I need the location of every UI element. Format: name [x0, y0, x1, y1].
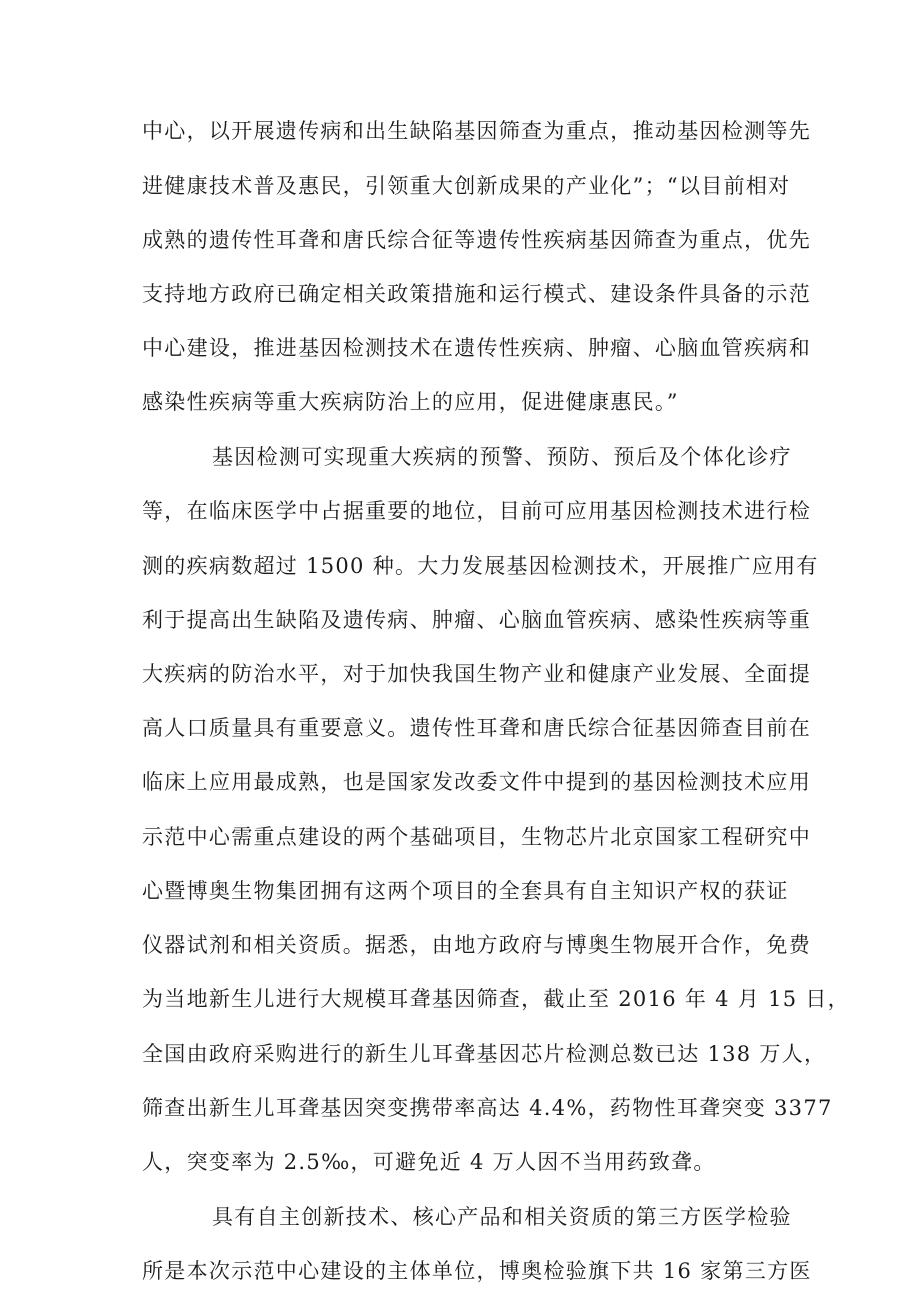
text-line: 支持地方政府已确定相关政策措施和运行模式、建设条件具备的示范	[142, 282, 811, 306]
text-line: 心暨博奥生物集团拥有这两个项目的全套具有自主知识产权的获证	[142, 879, 789, 903]
text-line: 中心，以开展遗传病和出生缺陷基因筛查为重点，推动基因检测等先	[142, 119, 811, 143]
text-line: 临床上应用最成熟，也是国家发改委文件中提到的基因检测技术应用	[142, 770, 811, 794]
text-line: 成熟的遗传性耳聋和唐氏综合征等遗传性疾病基因筛查为重点，优先	[142, 228, 811, 252]
text-line: 中心建设，推进基因检测技术在遗传性疾病、肿瘤、心脑血管疾病和	[142, 336, 811, 360]
text-line: 筛查出新生儿耳聋基因突变携带率高达 4.4%，药物性耳聋突变 3377	[142, 1096, 833, 1120]
text-line: 大疾病的防治水平，对于加快我国生物产业和健康产业发展、全面提	[142, 662, 811, 686]
text-line: 示范中心需重点建设的两个基础项目，生物芯片北京国家工程研究中	[142, 825, 811, 849]
text-line: 全国由政府采购进行的新生儿耳聋基因芯片检测总数已达 138 万人，	[142, 1042, 827, 1066]
text-line: 仪器试剂和相关资质。据悉，由地方政府与博奥生物展开合作，免费	[142, 933, 811, 957]
text-line: 基因检测可实现重大疾病的预警、预防、预后及个体化诊疗	[212, 445, 792, 469]
text-line: 感染性疾病等重大疾病防治上的应用，促进健康惠民。”	[142, 390, 679, 414]
text-line: 等，在临床医学中占据重要的地位，目前可应用基因检测技术进行检	[142, 499, 811, 523]
text-line: 利于提高出生缺陷及遗传病、肿瘤、心脑血管疾病、感染性疾病等重	[142, 608, 811, 632]
text-line: 为当地新生儿进行大规模耳聋基因筛查，截止至 2016 年 4 月 15 日，	[142, 987, 850, 1011]
text-line: 高人口质量具有重要意义。遗传性耳聋和唐氏综合征基因筛查目前在	[142, 716, 811, 740]
text-line: 测的疾病数超过 1500 种。大力发展基因检测技术，开展推广应用有	[142, 554, 819, 578]
text-line: 人，突变率为 2.5‰，可避免近 4 万人因不当用药致聋。	[142, 1150, 716, 1174]
text-line: 具有自主创新技术、核心产品和相关资质的第三方医学检验	[212, 1205, 792, 1229]
text-line: 进健康技术普及惠民，引领重大创新成果的产业化”；“以目前相对	[142, 174, 791, 198]
text-line: 所是本次示范中心建设的主体单位，博奥检验旗下共 16 家第三方医	[142, 1259, 812, 1283]
